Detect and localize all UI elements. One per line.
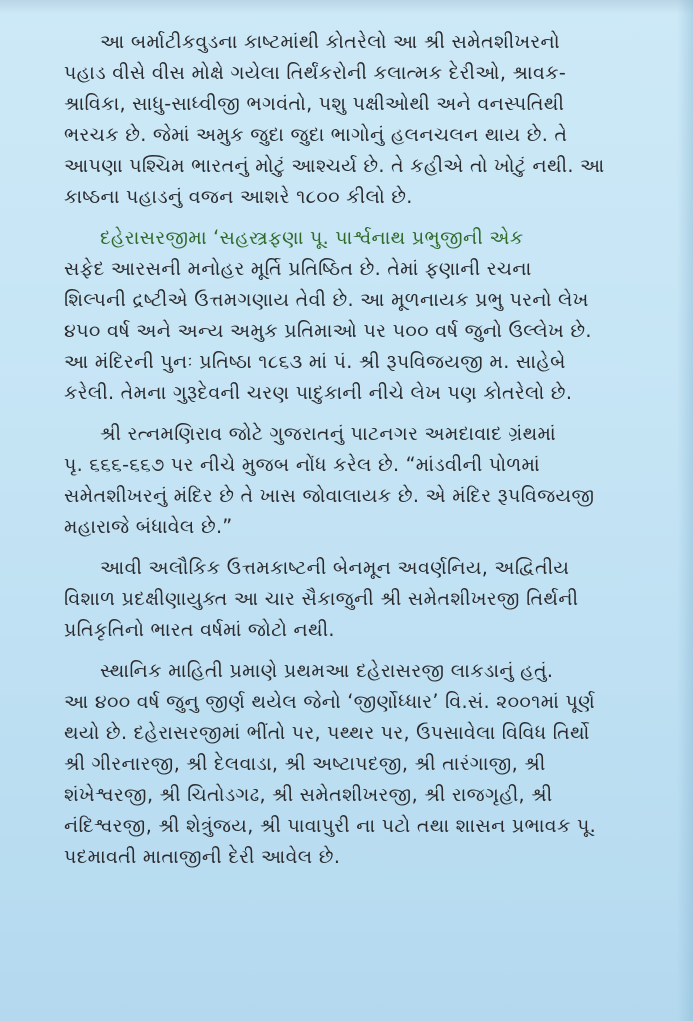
page-edge-shadow [677,0,693,1021]
paragraph-line: આવી અલૌકિક ઉત્તમકાષ્ટની બેનમૂન અવર્ણનિય, અદ્વિતીય [100,556,570,579]
paragraph-line: શ્રી રત્નમણિરાવ જોટે ગુજરાતનું પાટનગર અમદાવાદ ગ્રંથમાં [100,422,556,445]
paragraph-line: ભરચક છે. જેમાં અમુક જુદા જુદા ભાગોનું હલનચલન થાય છે. તે [64,123,568,146]
paragraph-line: શિલ્પની દ્રષ્ટીએ ઉત્તમગણાય તેવી છે. આ મૂળનાયક પ્રભુ પરનો લેખ [64,288,589,311]
document-body [64,26,656,872]
paragraph-line: પૃ. ૬૬૬-૬૬૭ પર નીચે મુજબ નોંધ કરેલ છે. “માંડવીની પોળમાં [64,453,540,476]
paragraph-line: વિશાળ પ્રદક્ષીણાયુક્ત આ ચાર સૈકાજુની શ્રી સમેતશીખરજી તિર્થની [64,587,579,610]
paragraph-line: કાષ્ઠના પહાડનું વજન આશરે ૧૮૦૦ કીલો છે. [64,185,413,208]
paragraph-line: સફેદ આરસની મનોહર મૂર્તિ પ્રતિષ્ઠિત છે. તેમાં ફણાની રચના [64,257,532,280]
paragraph-line: કરેલી. તેમના ગુરૂદેવની ચરણ પાદુકાની નીચે લેખ પણ કોતરેલો છે. [64,381,573,404]
paragraph-line: ૪૫૦ વર્ષ અને અન્ય અમુક પ્રતિમાઓ પર ૫૦૦ વર્ષ જુનો ઉલ્લેખ છે. [64,319,592,342]
paragraph-line: પહાડ વીસે વીસ મોક્ષે ગયેલા તિર્થંકરોની કલાત્મક દેરીઓ, શ્રાવક- [64,61,566,84]
page-top-edge [0,0,693,14]
paragraph-1 [64,26,656,212]
paragraph-line: આપણા પશ્ચિમ ભારતનું મોટું આશ્ચર્ય છે. તે કહીએ તો ખોટું નથી. આ [64,154,605,177]
paragraph-5 [64,655,656,872]
paragraph-line: આ બર્માટીકવુડના કાષ્ટમાંથી કોતરેલો આ શ્રી સમેતશીખરનો [100,30,560,53]
paragraph-3 [64,418,656,542]
paragraph-line: સ્થાનિક માહિતી પ્રમાણે પ્રથમઆ દહેરાસરજી લાકડાનું હતું. [100,659,554,682]
paragraph-4 [64,552,656,645]
paragraph-line: મહારાજે બંધાવેલ છે.” [64,515,233,538]
paragraph-line: આ ૪૦૦ વર્ષ જુનુ જીર્ણ થયેલ જેનો ‘જીર્ણોધ્ધાર’ વિ.સં. ૨૦૦૧માં પૂર્ણ [64,690,596,713]
paragraph-line: પ્રતિકૃતિનો ભારત વર્ષમાં જોટો નથી. [64,618,335,641]
paragraph-line: પદમાવતી માતાજીની દેરી આવેલ છે. [64,845,341,868]
paragraph-line: આ મંદિરની પુનઃ પ્રતિષ્ઠા ૧૮૬૩ માં પં. શ્રી રૂપવિજયજી મ. સાહેબે [64,350,566,373]
paragraph-line: નંદિશ્વરજી, શ્રી શેત્રુંજય, શ્રી પાવાપુરી ના પટો તથા શાસન પ્રભાવક પૂ. [64,814,596,837]
paragraph-line: શ્રાવિકા, સાધુ-સાધ્વીજી ભગવંતો, પશુ પક્ષીઓથી અને વનસ્પતિથી [64,92,565,115]
paragraph-line: સમેતશીખરનું મંદિર છે તે ખાસ જોવાલાયક છે. એ મંદિર રૂપવિજયજી [64,484,595,507]
paragraph-line: થયો છે. દહેરાસરજીમાં ભીંતો પર, પથ્થર પર, ઉપસાવેલા વિવિધ તિર્થો [64,721,590,744]
paragraph-line: શ્રી ગીરનારજી, શ્રી દેલવાડા, શ્રી અષ્ટાપદજી, શ્રી તારંગાજી, શ્રી [64,752,546,775]
paragraph-line-highlight: દહેરાસરજીમા ‘સહસ્ત્રફણા પૂ. પાર્શ્વનાથ પ્રભુજીની એક [100,226,524,249]
paragraph-2 [64,222,656,408]
paragraph-line: શંખેશ્વરજી, શ્રી ચિતોડગઢ, શ્રી સમેતશીખરજી, શ્રી રાજગૃહી, શ્રી [64,783,553,806]
